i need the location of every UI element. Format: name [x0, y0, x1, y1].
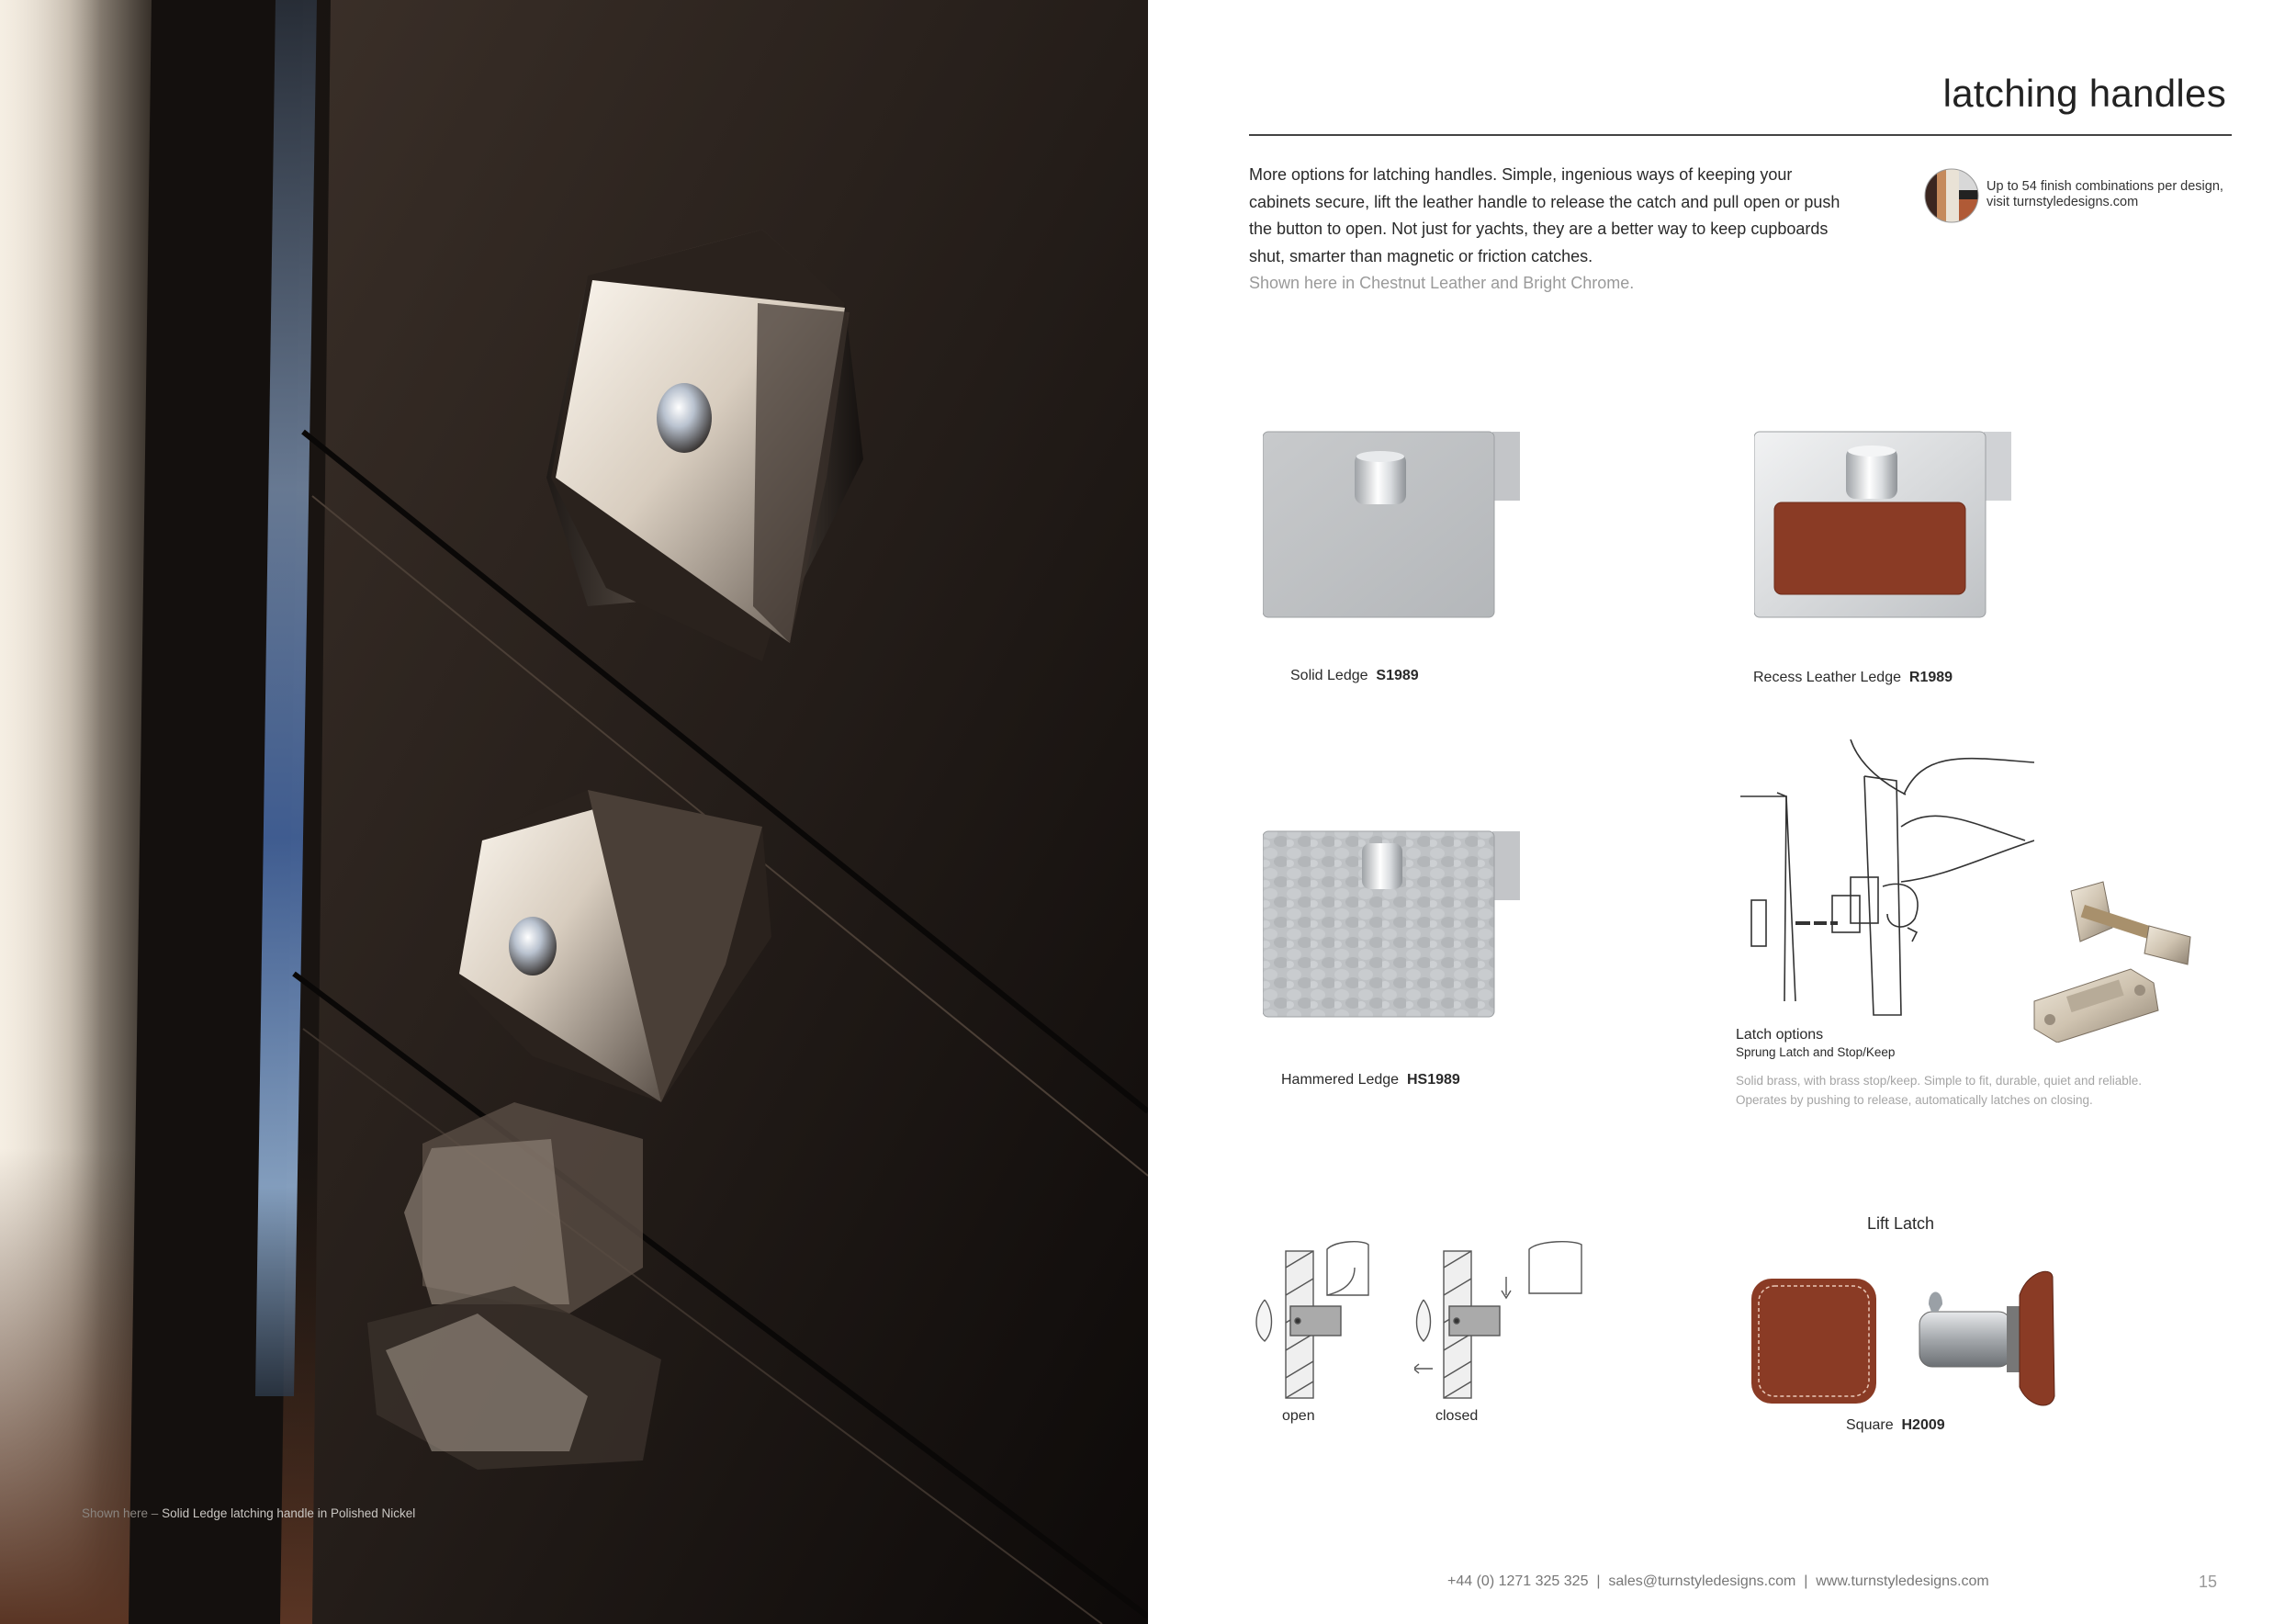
intro-paragraph — [1249, 162, 1855, 298]
product-code: S1989 — [1376, 668, 1419, 683]
finish-note-line1: Up to 54 finish combinations per design, — [1986, 179, 2223, 194]
product-name: Hammered Ledge — [1281, 1072, 1400, 1088]
square-leather-pad-image — [1750, 1277, 1878, 1405]
footer-phone: +44 (0) 1271 325 325 — [1447, 1573, 1589, 1589]
lift-latch-title: Lift Latch — [1867, 1214, 1935, 1233]
open-label: open — [1282, 1408, 1315, 1424]
latch-installation-drawing — [1740, 739, 2034, 1020]
closed-label: closed — [1435, 1408, 1479, 1424]
lift-latch-label — [1846, 1417, 1945, 1434]
product-label-hammered-ledge — [1281, 1072, 1460, 1088]
photo-caption — [82, 1506, 415, 1520]
page-title: latching handles — [1942, 72, 2226, 115]
open-diagram — [1254, 1240, 1373, 1405]
finish-note — [1986, 179, 2223, 210]
latch-options-title: Latch options — [1736, 1027, 1824, 1043]
latch-options-description — [1736, 1071, 2232, 1110]
latch-desc-line1: Solid brass, with brass stop/keep. Simple to fit, durable, quiet and reliable. — [1736, 1074, 2142, 1088]
latch-photo — [2030, 873, 2213, 1043]
lift-latch-mechanism-image — [1915, 1268, 2062, 1410]
finish-note-line2: visit turnstyledesigns.com — [1986, 195, 2139, 209]
intro-shown-here: Shown here in Chestnut Leather and Bright Chrome. — [1249, 274, 1635, 292]
product-name: Solid Ledge — [1290, 668, 1368, 683]
product-code: HS1989 — [1406, 1072, 1460, 1088]
hammered-ledge-image — [1263, 827, 1525, 1020]
photo-caption-prefix: Shown here – — [82, 1506, 163, 1520]
footer-website[interactable]: www.turnstyledesigns.com — [1816, 1573, 1989, 1589]
finish-swatch-icon — [1924, 168, 1979, 223]
product-name: Recess Leather Ledge — [1753, 670, 1901, 685]
title-rule — [1249, 134, 2232, 136]
recess-leather-ledge-image — [1754, 427, 2016, 620]
footer-contact: +44 (0) 1271 325 325 | sales@turnstyledesigns.com | www.turnstyledesigns.com — [1447, 1573, 1989, 1589]
page-number: 15 — [2199, 1573, 2218, 1591]
footer-email[interactable]: sales@turnstyledesigns.com — [1608, 1573, 1796, 1589]
photo-caption-text: Solid Ledge latching handle in Polished Nickel — [162, 1506, 416, 1520]
latch-options-subtitle: Sprung Latch and Stop/Keep — [1736, 1045, 1896, 1059]
lift-latch-code: H2009 — [1901, 1417, 1945, 1433]
product-label-recess-leather-ledge — [1753, 670, 1953, 686]
latch-desc-line2: Operates by pushing to release, automatically latches on closing. — [1736, 1093, 2093, 1107]
product-label-solid-ledge — [1290, 668, 1419, 684]
solid-ledge-image — [1263, 427, 1525, 620]
intro-text: More options for latching handles. Simple, ingenious ways of keeping your cabinets secure, lift the leather handle to release the catch and pull open or push the button to open. Not just for yachts, they are a better way to keep cupboards shut, smarter than magnetic or friction catches. — [1249, 165, 1840, 265]
lift-latch-name: Square — [1846, 1417, 1894, 1433]
product-code: R1989 — [1908, 670, 1953, 685]
closed-diagram — [1414, 1240, 1589, 1405]
